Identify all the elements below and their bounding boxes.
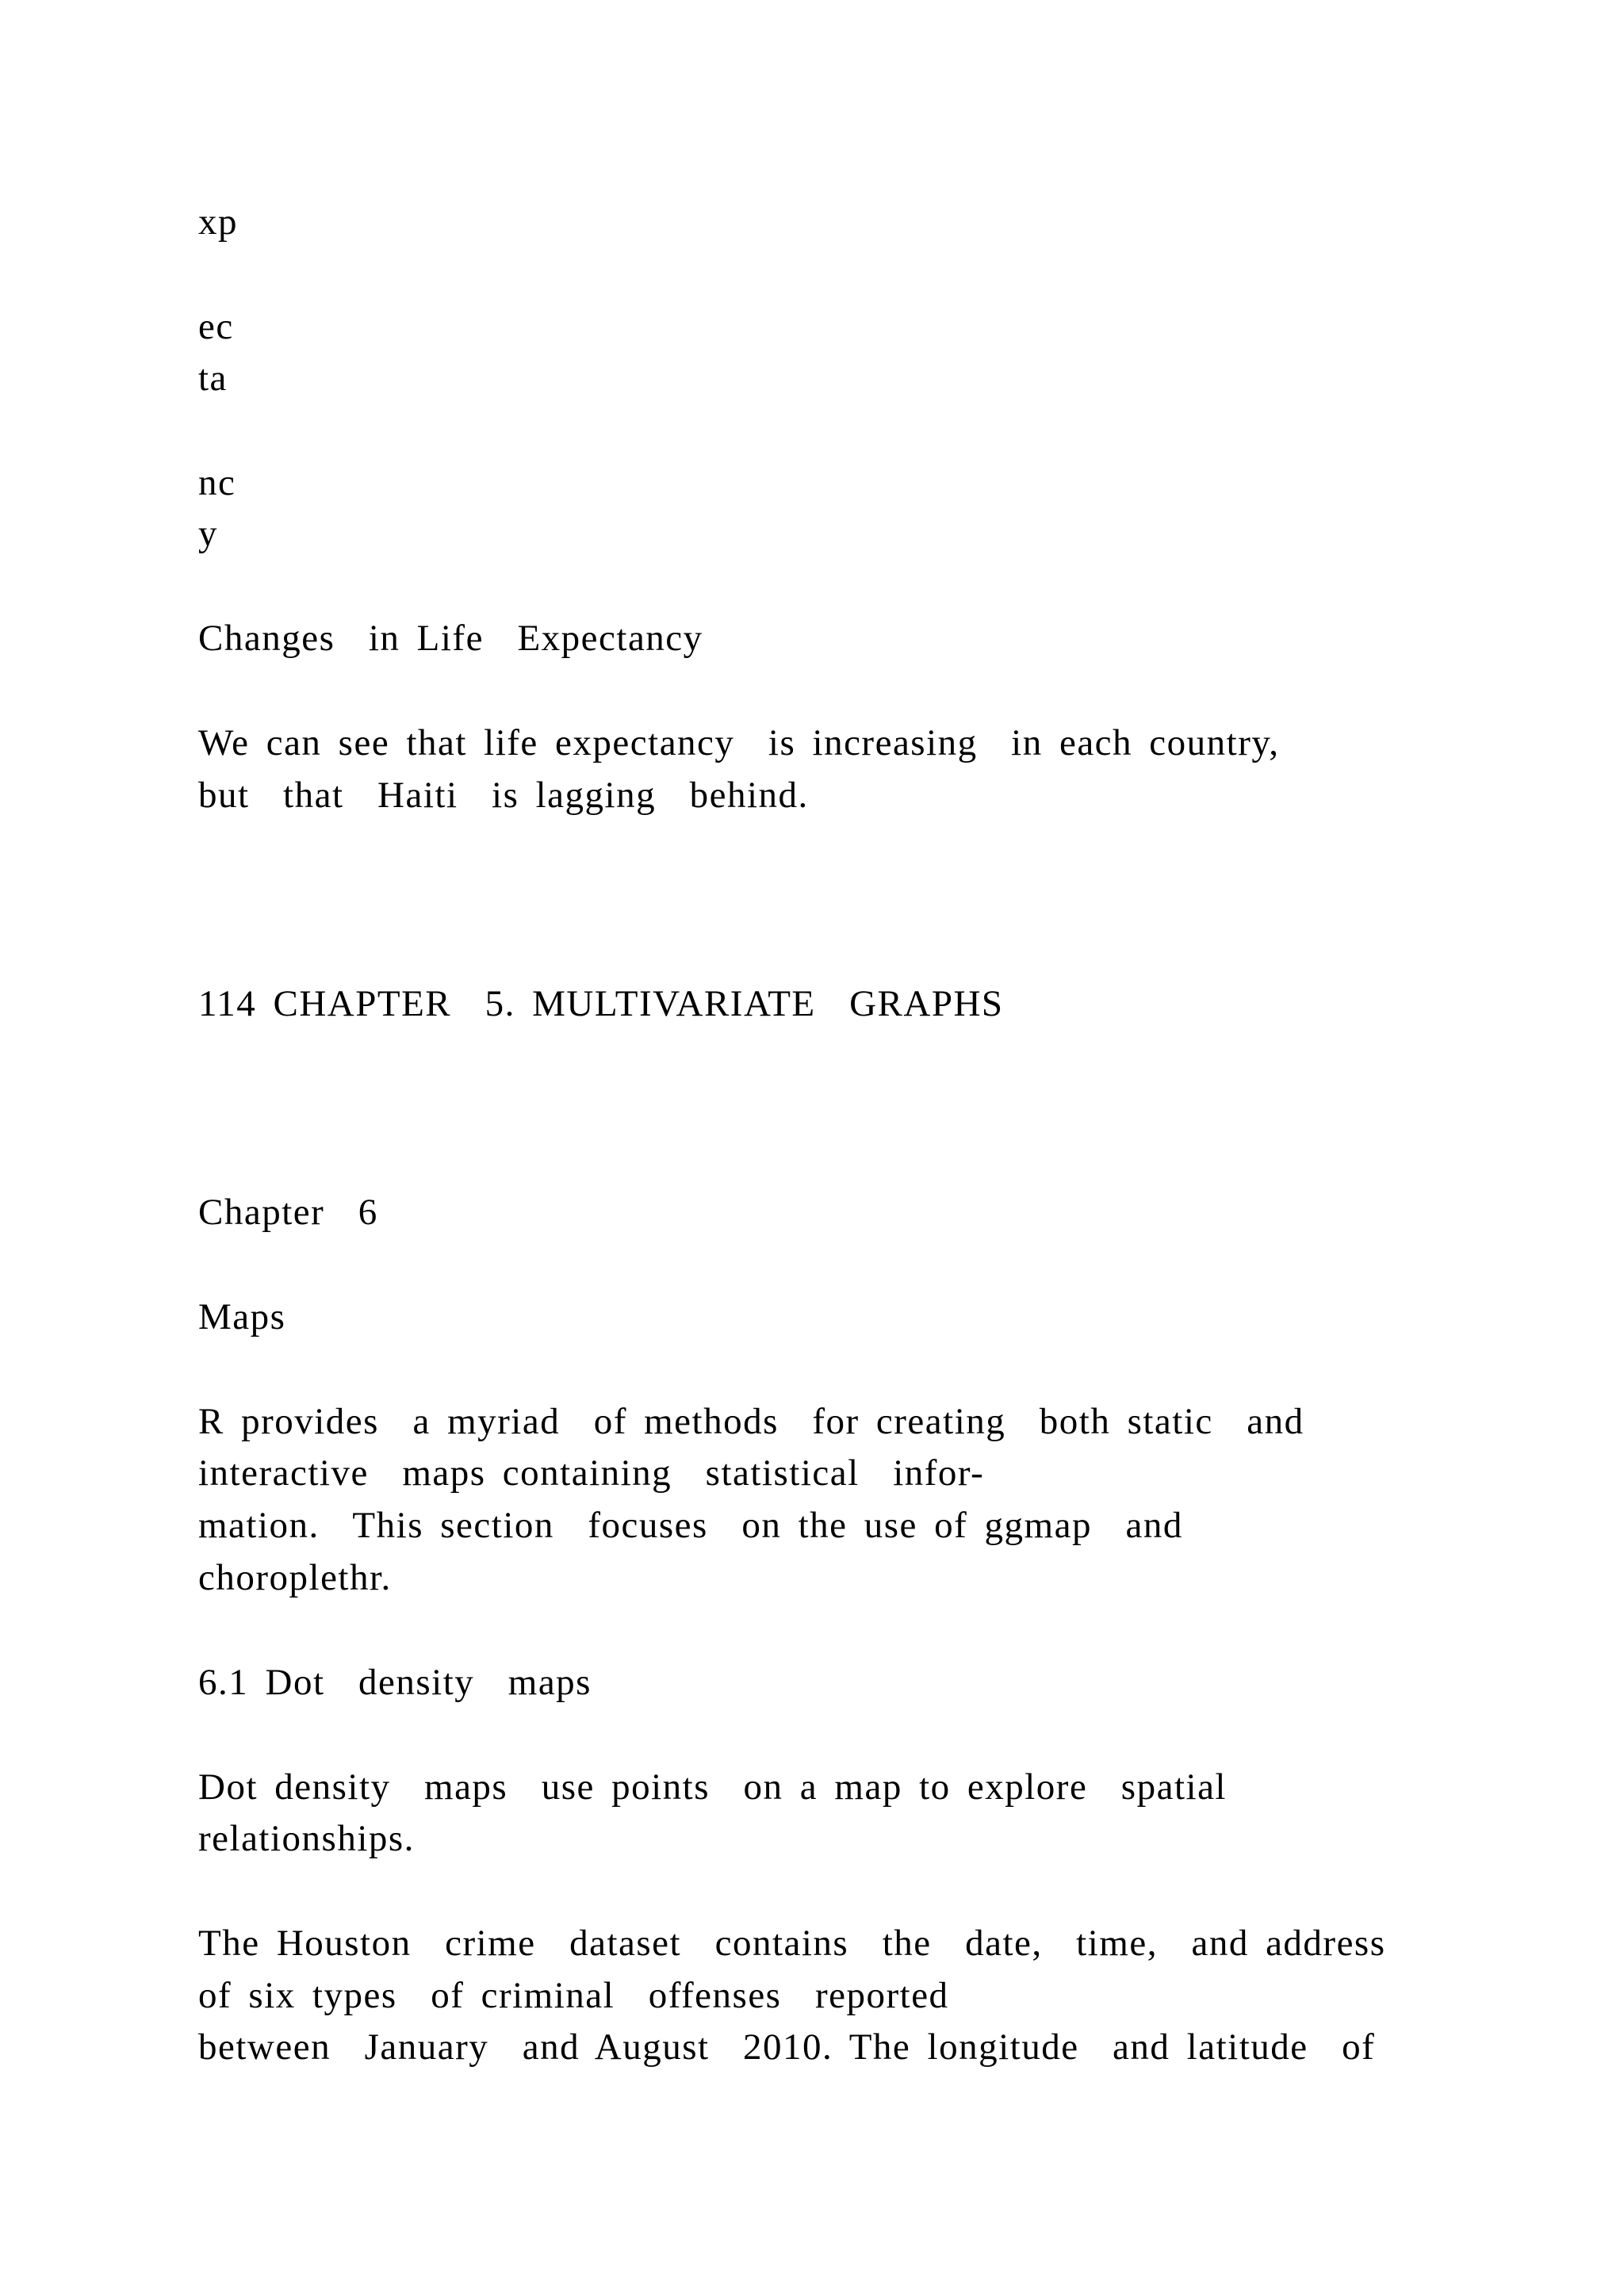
running-header: 114 CHAPTER 5. MULTIVARIATE GRAPHS [198, 983, 1004, 1024]
figure-caption: Changes in Life Expectancy [198, 618, 703, 659]
axis-fragment-ta: ta [198, 358, 228, 399]
paragraph-line: Dot density maps use points on a map to explore spatial [198, 1766, 1227, 1808]
paragraph-line: between January and August 2010. The longitude and latitude of [198, 2026, 1376, 2068]
section-heading: 6.1 Dot density maps [198, 1662, 592, 1703]
paragraph-line: mation. This section focuses on the use of ggmap and [198, 1505, 1183, 1546]
paragraph-line: choroplethr. [198, 1557, 392, 1598]
paragraph-line: relationships. [198, 1818, 415, 1859]
axis-fragment-nc: nc [198, 462, 236, 503]
paragraph-line: We can see that life expectancy is increasing in each country, [198, 722, 1280, 763]
axis-fragment-xp: xp [198, 201, 238, 243]
axis-fragment-ec: ec [198, 306, 234, 347]
paragraph-line: R provides a myriad of methods for creating both static and [198, 1401, 1304, 1442]
paragraph-line: of six types of criminal offenses reported [198, 1975, 949, 2016]
axis-fragment-y: y [198, 513, 218, 554]
chapter-title: Maps [198, 1296, 286, 1337]
paragraph-line: interactive maps containing statistical infor- [198, 1452, 985, 1494]
paragraph-line: The Houston crime dataset contains the date, time, and address [198, 1923, 1386, 1964]
chapter-label: Chapter 6 [198, 1192, 378, 1233]
paragraph-line: but that Haiti is lagging behind. [198, 775, 809, 816]
